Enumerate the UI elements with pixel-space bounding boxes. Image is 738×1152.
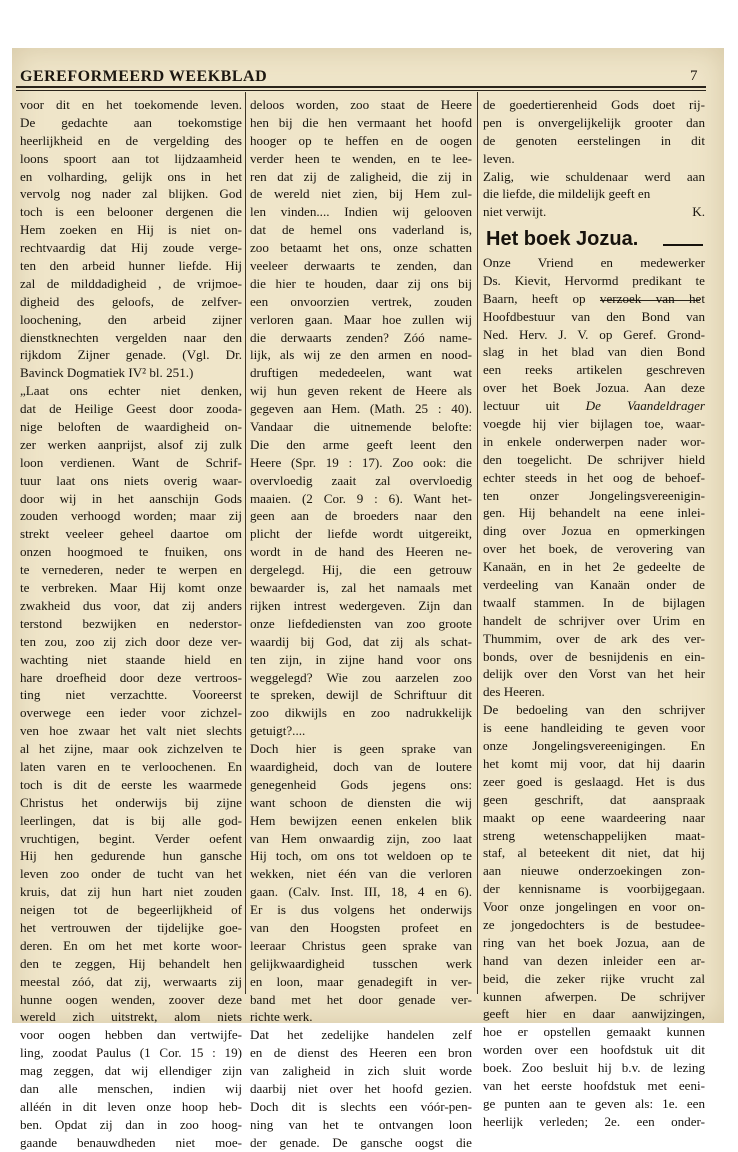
text-line: verdeeling van Kanaän onder de <box>483 577 705 593</box>
text-line: zer werken aanprijst, alsof zij zulk <box>20 436 242 452</box>
text-line: kunnen afwerpen. De schrijver <box>483 988 705 1004</box>
text-line: des Heeren. <box>483 684 545 700</box>
text-line: vruchtigen, begint. Verder oefent <box>20 830 242 846</box>
text-line: der genade. De gansche oogst die <box>250 1134 472 1150</box>
text-line: streng wetenschappelijken maat- <box>483 827 705 843</box>
text-line: hunne oogen wenden, zoover deze <box>20 991 242 1007</box>
text-line: zoo dikwijls en zoo nadrukkelijk <box>250 705 472 721</box>
text-line: Voor onze jongelingen en voor on- <box>483 899 705 915</box>
text-line: handelt de schrijver over Urim en <box>483 612 705 628</box>
text-line: ge punten aan te geven als: 1e. een <box>483 1095 705 1111</box>
text-line: en loon, maar genadegift in ver- <box>250 973 472 989</box>
text-line: ben. Opdat zij dan in zoo hoog- <box>20 1116 242 1132</box>
text-line: van den Hoogsten profeet en <box>250 919 472 935</box>
text-line: leerlingen, dat is bij alle god- <box>20 812 242 828</box>
text-line: te verbreken. Maar Hij komt onze <box>20 580 242 596</box>
text-line: Ned. Herv. J. V. op Geref. Grond- <box>483 326 705 342</box>
text-line: gaan. (Calv. Inst. III, 18, 4 en 6). <box>250 884 472 900</box>
text-line: De bedoeling van den schrijver <box>483 702 705 718</box>
text-line: gen. Hij behandelt na eene inlei- <box>483 505 705 521</box>
text-line: Er is dus volgens het onderwijs <box>250 902 472 918</box>
text-line: rijkdom Zijner genade. (Vgl. Dr. <box>20 347 242 363</box>
text-line: ting niet verzachtte. Vooreerst <box>20 687 242 703</box>
text-line: hand van dezen inleider een ar- <box>483 952 705 968</box>
text-line: en volharding, gelijk ons in het <box>20 168 242 184</box>
text-line: loons spoort aan tot lijdzaamheid <box>20 150 242 166</box>
text-line: geen aan de broeders naar den <box>250 508 472 524</box>
text-line: dat de Heilige Geest door zooda- <box>20 401 242 417</box>
text-line: Doch hier is geen sprake van <box>250 741 472 757</box>
text-line: voor dit en het toekomende leven. <box>20 97 242 112</box>
text-line: onzen hoogmoed te fnuiken, ons <box>20 544 242 560</box>
text-line: over het Boek Jozua. Aan deze <box>483 380 705 396</box>
page-number: 7 <box>690 68 698 84</box>
text-line: delijk over den Vorst van het heir <box>483 666 705 682</box>
text-line: ten zou, zoo zij zich door deze ver- <box>20 633 242 649</box>
text-line: toch is een belooner dergenen die <box>20 204 242 220</box>
text-line: leven. <box>483 150 515 166</box>
text-line: heerlijk verleden; 2e. een onder- <box>483 1113 705 1129</box>
text-line: dat de hemel ons vaderland is, <box>250 222 472 238</box>
text-line: maaien. (2 Cor. 9 : 6). Want het- <box>250 490 472 506</box>
text-line: waardigheid, doch van de loutere <box>250 758 472 774</box>
text-line: Doch dit is slechts een vóór-pen- <box>250 1098 472 1114</box>
author-initial: K. <box>692 204 705 220</box>
column-3 <box>483 96 705 221</box>
text-line: lectuur uit De Vaandeldrager <box>483 398 705 414</box>
title-rule <box>663 244 703 246</box>
text-line: leeraar Christus geen sprake van <box>250 937 472 953</box>
text-line: Hem zoeken en Hij is niet on- <box>20 222 242 238</box>
text-line: verder heen te wenden, en te lee- <box>250 150 472 166</box>
text-line: zouden verhoogd worden; maar zij <box>20 508 242 524</box>
text-line: nige beloften de waardigheid on- <box>20 419 242 435</box>
text-line: die hier te houden, daar zij ons bij <box>250 275 472 291</box>
text-line: heerlijkheid en de vergelding des <box>20 132 242 148</box>
text-line: geen geschrift, dat aanspraak <box>483 791 705 807</box>
text-line: worden over een hoofdstuk uit dit <box>483 1042 705 1058</box>
text-line: in enkele onderwerpen nader wor- <box>483 433 705 449</box>
article-body <box>483 254 705 1131</box>
text-line: bonds, over de besnijdenis en ein- <box>483 648 705 664</box>
text-line: boek. Zoo besluit hij b.v. de lezing <box>483 1060 705 1076</box>
text-line: zoo betaamt het ons, onze schatten <box>250 240 472 256</box>
text-line: ven hoe zwaar het valt niet slechts <box>20 723 242 739</box>
column-separator <box>245 92 246 994</box>
text-line: wordt in de hand des Heeren ne- <box>250 544 472 560</box>
text-line: rijken intrest wedergeven. Zijn dan <box>250 597 472 613</box>
text-line: overvloedig zaait zal overvloedig <box>250 472 472 488</box>
text-line: Zalig, wie schuldenaar werd aan <box>483 168 705 184</box>
text-line: richte werk. <box>250 1009 313 1025</box>
text-line: alléén in dit leven onze hoop heb- <box>20 1098 242 1114</box>
text-line: genegenheid Gods jegens ons: <box>250 776 472 792</box>
text-line: een onvoorzien vertrek, zouden <box>250 293 472 309</box>
text-line: Heere (Spr. 19 : 17). Zoo ook: die <box>250 454 472 470</box>
text-line: Hij toch, om ons tot weldoen op te <box>250 848 472 864</box>
header-rule-thin <box>16 90 706 91</box>
publication-title: GEREFORMEERD WEEKBLAD <box>20 68 268 85</box>
text-line: Die den arme geeft leent den <box>250 436 472 452</box>
text-line: Hem bewijzen eenen enkelen blik <box>250 812 472 828</box>
text-line: terstond bezwijken en nederstor- <box>20 615 242 631</box>
text-line: door wij in het aanschijn Gods <box>20 490 242 506</box>
text-line: Hij hen gedurende hun gansche <box>20 848 242 864</box>
text-line: den toegelicht. De schrijver hield <box>483 451 705 467</box>
text-line: de goedertierenheid Gods doet rij- <box>483 97 705 112</box>
text-line: kruis, dat zij hun hart niet zouden <box>20 884 242 900</box>
text-line: meestal zóó, dat zij, werwaarts zij <box>20 973 242 989</box>
text-line: dergelegd. Hij, die een getrouw <box>250 562 472 578</box>
text-line: gaande benauwdheden niet moe- <box>20 1134 242 1150</box>
text-line: digheid des geloofs, de zelfver- <box>20 293 242 309</box>
text-line: slag in het blad van dien Bond <box>483 344 705 360</box>
text-line: het komt mij voor, dat hij daarin <box>483 755 705 771</box>
text-line: Ds. Kievit, Hervormd predikant te <box>483 272 705 288</box>
text-line: daarbij niet over het hoofd gezien. <box>250 1080 472 1096</box>
text-line: ten den arbeid hunner liefde. Hij <box>20 258 242 274</box>
text-line: wereld zich uitstrekt, alom niets <box>20 1009 242 1025</box>
article-title: Het boek Jozua. <box>486 228 639 250</box>
text-line: rechtvaardig dat Hij zoude verge- <box>20 240 242 256</box>
text-line: het vertrouwen der tijdelijke goe- <box>20 919 242 935</box>
text-line: ling, zoodat Paulus (1 Cor. 15 : 19) <box>20 1045 242 1061</box>
text-line: Thummim, over de ark des ver- <box>483 630 705 646</box>
text-line: maakt op eene waardeering naar <box>483 809 705 825</box>
text-line: den te zeggen, Hij behandelt hen <box>20 955 242 971</box>
column-separator <box>477 92 478 994</box>
text-line: is eene handleiding te geven voor <box>483 720 705 736</box>
text-line: ren dat zij de zaligheid, die zij in <box>250 168 472 184</box>
text-line: len vinden.... Indien wij gelooven <box>250 204 472 220</box>
text-line: loochening, den arbeid zijner <box>20 311 242 327</box>
text-line: hare droefheid door deze vertroos- <box>20 669 242 685</box>
publication-name: De Vaandeldrager <box>585 398 705 414</box>
text-line: De gedachte aan toekomstige <box>20 114 242 130</box>
text-line: overwege een ieder voor zichzel- <box>20 705 242 721</box>
text-line: ten onzer Jongelingsvereenigin- <box>483 487 705 503</box>
signature-line <box>483 203 705 221</box>
signature-text: niet verwijt. <box>483 204 547 220</box>
text-line: gelijkwaardigheid tusschen werk <box>250 955 472 971</box>
text-line: Dat het zedelijke handelen zelf <box>250 1027 472 1043</box>
text-line: wachting niet staande hield en <box>20 651 242 667</box>
text-line: zal de milddadigheid , de vrijmoe- <box>20 275 242 291</box>
text-line: dienstknechten vergelden naar den <box>20 329 242 345</box>
text-line: bewaarder is, zal het namaals met <box>250 580 472 596</box>
text-line: vervolg nog nader zal blijken. God <box>20 186 242 202</box>
text-line: Kanaän, en in het 2e gedeelte de <box>483 559 705 575</box>
text-line: te vernederen, neder te werpen en <box>20 562 242 578</box>
text-line: onze Jongelingsvereenigingen. En <box>483 738 705 754</box>
text-line: geeft hier en daar aanwijzingen, <box>483 1006 705 1022</box>
text-line: weggelegd? Wie zou aarzelen zoo <box>250 669 472 685</box>
text-line: echter steeds in het oog de behoef- <box>483 469 705 485</box>
text-line: wekken, niet één van die verloren <box>250 866 472 882</box>
text-line: hooger op te heffen en de oogen <box>250 132 472 148</box>
text-line: een reeks artikelen geschreven <box>483 362 705 378</box>
text-line: die derwaarts zenden? Zóó name- <box>250 329 472 345</box>
text-line: „Laat ons echter niet denken, <box>20 383 242 399</box>
text-line: al het zijne, maar ook zichzelven te <box>20 741 242 757</box>
text-line: pen is onvergelijkelijk grooter dan <box>483 114 705 130</box>
text-line: deren. En om het met korte woor- <box>20 937 242 953</box>
text-line: plicht der liefde wordt uitgereikt, <box>250 526 472 542</box>
column-2 <box>250 96 472 1152</box>
text-line: twaalf stammen. In de bijlagen <box>483 594 705 610</box>
text-line: waardij bij God, dat zij als schat- <box>250 633 472 649</box>
text-line: voor oogen hebben dan vertwijfe- <box>20 1027 242 1043</box>
text-line: van zaligheid in zich sluit worde <box>250 1063 472 1079</box>
text-line: aan nieuwe onderzoekingen zon- <box>483 863 705 879</box>
text-line: ning van het te ontvangen loon <box>250 1116 472 1132</box>
text-line: veeleer derwaarts te zenden, dan <box>250 258 472 274</box>
text-line: wij hun geven rekent de Heere als <box>250 383 472 399</box>
text-line: strekt veeleer geheel daartoe om <box>20 526 242 542</box>
text-line: dan alle menschen, indien wij <box>20 1080 242 1096</box>
text-line: laten varen en te verloochenen. En <box>20 758 242 774</box>
text-line: mag zeggen, dat wij ellendiger zijn <box>20 1063 242 1079</box>
text-line: want schoon de diensten die wij <box>250 794 472 810</box>
text-line: ze jongedochters is de bestudee- <box>483 916 705 932</box>
text-line: beid, die zeker rijke vrucht zal <box>483 970 705 986</box>
text-line: leven zoo onder de tucht van het <box>20 866 242 882</box>
text-line: en de dienst des Heeren een bron <box>250 1045 472 1061</box>
text-line: over het boek, de verovering van <box>483 541 705 557</box>
header-rule <box>16 86 706 88</box>
text-line: neigen tot de begeerlijkheid of <box>20 902 242 918</box>
text-line: Hoofdbestuur van den Bond van <box>483 308 705 324</box>
text-line: Vandaar die uitnemende belofte: <box>250 419 472 435</box>
text-line: hoe er opstellen gemaakt kunnen <box>483 1024 705 1040</box>
text-line: gegeven aan Hem. (Math. 25 : 40). <box>250 401 472 417</box>
column-1 <box>20 96 242 1152</box>
text-line: zeer goed is geslaagd. Het is dus <box>483 773 705 789</box>
text-line: ring van het boek Jozua, aan de <box>483 934 705 950</box>
text-line: ten zijn, in zijne hand voor ons <box>250 651 472 667</box>
text-line: van het eerste hoofdstuk met eeni- <box>483 1077 705 1093</box>
text-line: zwakheid dus voor, dat zij anders <box>20 597 242 613</box>
text-line: onze liefdediensten van zoo groote <box>250 615 472 631</box>
text-line: der kennisname is voorbijgegaan. <box>483 881 705 897</box>
text-line: Baarn, heeft op verzoek van het <box>483 290 705 306</box>
text-line: toch is dit de eerste les waarmede <box>20 776 242 792</box>
text-line: druftigen mededeelen, want wat <box>250 365 472 381</box>
text-line: band met het door genade ver- <box>250 991 472 1007</box>
column-3-top <box>483 96 705 203</box>
text-line: deloos worden, zoo staat de Heere <box>250 97 472 112</box>
text-line: lijk, als wij ze den armen en nood- <box>250 347 472 363</box>
text-line: loon verdienen. Want de Schrif- <box>20 454 242 470</box>
text-line: Onze Vriend en medewerker <box>483 255 705 270</box>
text-line: tuur laat ons niets overig waar- <box>20 472 242 488</box>
text-line: Christus het onderwijs bij zijne <box>20 794 242 810</box>
text-line: ding over Jozua en opmerkingen <box>483 523 705 539</box>
text-line: van Hem onwaardig zijn, zoo laat <box>250 830 472 846</box>
text-line: verloren gaan. Maar hoe zullen wij <box>250 311 472 327</box>
text-line: staf, al beteekent dit niet, dat hij <box>483 845 705 861</box>
text-line: voegde hij vier bijlagen toe, waar- <box>483 416 705 432</box>
text-line: Bavinck Dogmatiek IV² bl. 251.) <box>20 365 194 381</box>
text-line: hen bij die hen vermaant het hoofd <box>250 114 472 130</box>
text-line: de genoten eerstelingen in dit <box>483 132 705 148</box>
text-line: te spreken, dewijl de Schriftuur dit <box>250 687 472 703</box>
text-line: getuigt?.... <box>250 723 306 739</box>
text-line: de wereld niet zien, bij Hem zul- <box>250 186 472 202</box>
text-line: die liefde, die mildelijk geeft en <box>483 186 651 202</box>
